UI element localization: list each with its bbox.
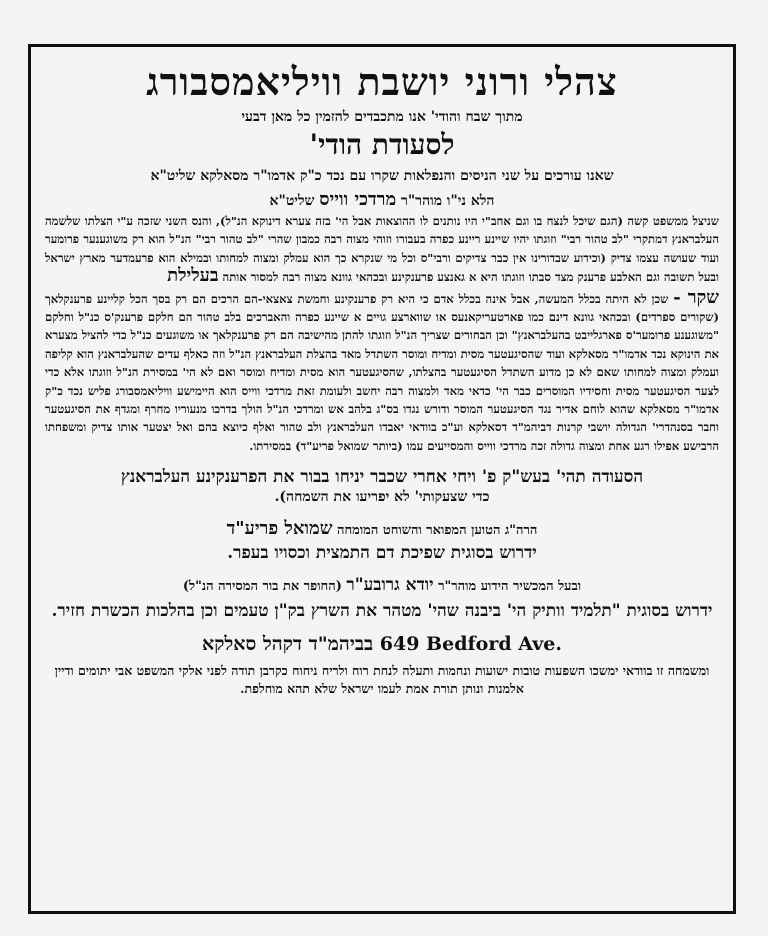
- main-title: צהלי ורוני יושבת וויליאמסבורג: [146, 59, 618, 104]
- speaker2-line: [45, 575, 719, 595]
- speaker2-name: יודא גרובע"ר: [346, 575, 434, 596]
- invitation-frame: [28, 44, 736, 914]
- subtitle: מתוך שבח והודי' אנו מתכבדים להזמין כל מאן דבעי: [241, 109, 523, 125]
- meal-line-2: כדי שצעקותי' לא יפריעו את השמחה).: [274, 489, 490, 506]
- speaker2-topic: ידרוש בסוגית "תלמיד וותיק הי' ביבנה שהי' מטהר את השרץ בק"ן טעמים וכן בהלכות הכשרת חזיר.: [51, 601, 713, 622]
- speaker1-name: שמואל פריע"ד: [226, 518, 333, 540]
- honoree-name: מרדכי ווייס: [319, 189, 397, 210]
- honoree-prefix: הלא ני"ו מוהר"ר: [401, 193, 495, 209]
- event-title: לסעודת הודי': [309, 128, 455, 161]
- honoree-line: [45, 189, 719, 210]
- meal-line-1: הסעודה תהי' בעש"ק פ' ויחי אחרי שכבר יניחו בבור את הפרענקינע העלבראנץ: [120, 467, 644, 488]
- speaker1-prefix: הרה"ג הטוען המפואר והשוחט המומחה: [336, 523, 538, 539]
- body-paragraph-1: [45, 212, 719, 287]
- body-emphasis-2: שקר -: [673, 286, 719, 308]
- venue-line: [45, 633, 719, 656]
- body-text-1: שניצל ממשפט קשה (הגם שיכל לנצח בו וגם אחב"י היו נותנים לו ההוצאות אבל הי' בזה צערא דינוקא הנ"ל), והנס השני שזכה ע"י הצלתו שלשמה העלבראנץ דמתקרי "לב טהור רבי" וזוגתו יהיו שיינע ריינע כפרה בעבורו וזוהי מצוה רבה כמבון שהרי "לב טהור רבי" הנ"ל הוא רק משוגענער פרומער ועוד שעושה עצמו צדיק (וכידוע שבדורינו אין כבר צדיקים ורבי"ס וכל מי שנקרא כך הוא עמלק ומצוה למחותו ובמילא הוא פרעמדער מארץ ישראל ובעל תשובה וגם האלבע פרענק מצד סבתו וזוגתו היא א גאנצע פרענקינע ובכהאי גוונא מצוה רבה למסור אותה: [45, 214, 719, 285]
- speaker2-suffix: (החופר את בור המסירה הנ"ל): [182, 579, 342, 595]
- body-emphasis-1: בעלילת: [167, 265, 219, 287]
- speaker1-topic: ידרוש בסוגית שפיכת דם התמצית וכסויו בעפר.: [227, 543, 537, 564]
- body-paragraph-2: [45, 286, 719, 456]
- intro-line: שאנו עורכים על שני הניסים והנפלאות שקרו עם נכד כ"ק אדמו"ר מסאלקא שליט"א: [150, 168, 614, 184]
- speaker1-line: [45, 518, 719, 539]
- body-text-2: שכן לא היתה בכלל המעשה, אבל אינה בכלל אדם כי היא רק פרענקינע וחמשת צאצאי-הם הרכים הם רק בסך הכל קליינע פרענקלאך (שקורים ספרדים) ובכהאי גוונא דינם כמו פארטעריקאנעס או שווארצע גויים א שיינע כפרה והאברכים בלב טהור הם חלקם פרענק'ס כנ"ל וחלקם "משוגענע פרומער'ס פארגלייבט בהעלבראנץ" וכן הבחורים שצריך הנ"ל וזוגתו להתן מהישיבה הם רק פרענקלאך או משוגעים כנ"ל כדי להציל מצערא את הינוקא נכד אדמו"ר מסאלקא ועוד שהסיגעטער מסית ומדיח ומוסר השתדל מאד בהצלת העלבראנץ הנ"ל וזה כאלף עדים שהעלבראנץ הוא קליפה ועמלק ומצוה למחותו שאם לא כן מדוע השתדל הסיגעטער בהצלתו, שהסיגעטער הוא מסית ומדיח ומוסר ואם לא הי' במסירת הנ"ל וזוגתו אלא כדי לצער הסיגעטער מסית וחסידיו המוסרים כבר הי' כדאי מאד ולמצוה רבה יחשב ולעומת זאת מרדכי ווייס הוא היימישע וויליאמסבורג פליש נכד כ"ק אדמו"ר מסאלקא שהוא לוחם אדיר נגד הסיגעטער המוסר ודורש נגדו בס"ג בלהב אש ומרדכי הנ"ל הולך בדרכו מנעוריו מחרף ומגדף את הסיגעטער וחבר בסנהדרי' הגדולה יושבי קרנות דביהמ"ד דסאלקא וע"כ בוודאי יאבדו העלבראנץ ולב טהור ואלף כיוצא בהם ואל יצטער אותו צדיק ומשפחתו הרבישע אפילו רגע אחת ומצוה גדולה זכה מרדכי ווייס והמסייעים עמו (ביותר שמואל פריע"ד) במסירתו.: [45, 291, 719, 453]
- closing-text: ומשמחה זו בוודאי ימשכו השפעות טובות ישועות ונחמות ותעלה לנחת רוח ולריח ניחוח כקרבן תודה לפני אלקי המשפט אבי יתומים ודיין אלמנות ונותן תורת אמת לעמו ישראל שלא תהא מוחלפת.: [54, 663, 710, 697]
- venue-address: 649 Bedford Ave.: [379, 633, 562, 656]
- venue-name: בביהמ"ד דקהל סאלקא: [202, 633, 374, 656]
- honoree-suffix: שליט"א: [269, 193, 315, 209]
- speaker2-prefix: ובעל המכשיר הידוע מוהר"ר: [438, 579, 582, 595]
